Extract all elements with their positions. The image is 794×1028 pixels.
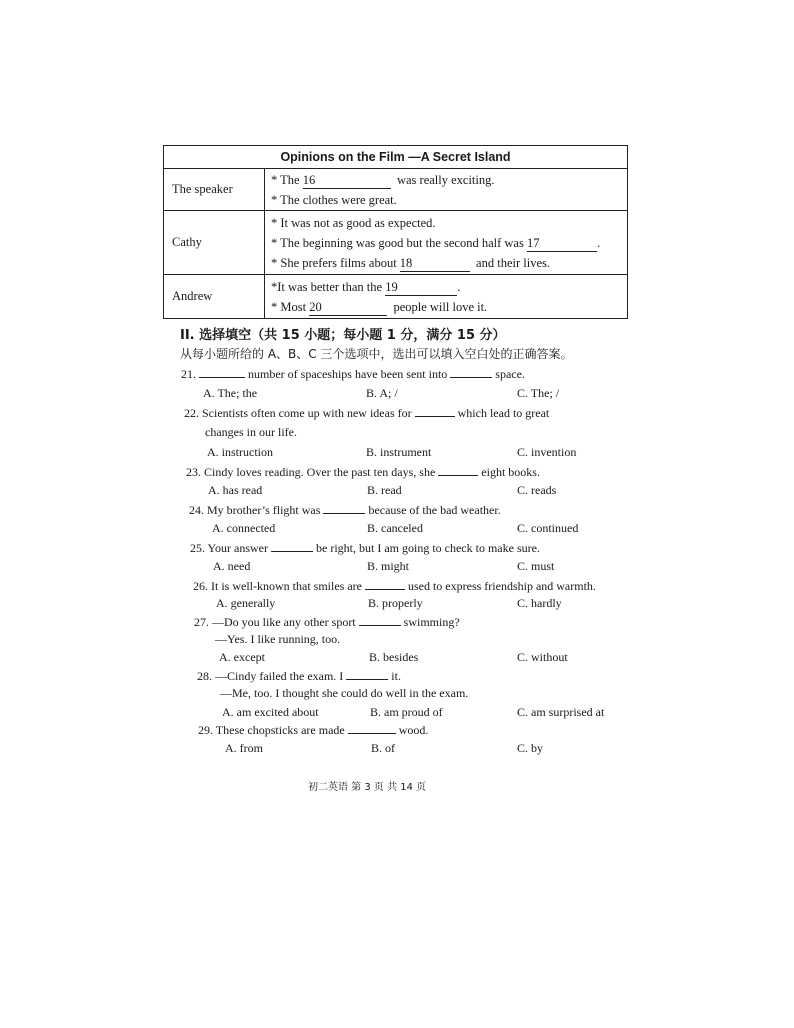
- option-c: C. invention: [517, 445, 577, 459]
- option-a: A. The; the: [203, 386, 258, 400]
- table-line: *It was better than the 19 .: [271, 279, 461, 294]
- option-c: C. by: [517, 741, 544, 755]
- option-b: B. canceled: [367, 521, 423, 535]
- row-name-speaker: The speaker: [164, 169, 265, 211]
- option-b: B. besides: [369, 650, 419, 664]
- option-a: A. from: [225, 741, 263, 755]
- option-a: A. need: [213, 559, 251, 573]
- blank-18: 18: [400, 256, 470, 272]
- option-b: B. am proud of: [370, 705, 443, 719]
- question-26: 26. It is well-known that smiles are used to express friendship and warmth.: [193, 579, 596, 593]
- option-b: B. might: [367, 559, 410, 573]
- table-title: Opinions on the Film —A Secret Island: [164, 146, 628, 169]
- option-b: B. A; /: [366, 386, 398, 400]
- answer-blank: [365, 578, 405, 590]
- row-lines-speaker: [265, 169, 628, 211]
- table-line: * The beginning was good but the second half was 17 .: [271, 235, 601, 250]
- option-a: A. instruction: [207, 445, 273, 459]
- table-line: * The clothes were great.: [271, 192, 397, 207]
- page-footer: 初二英语 第 3 页 共 14 页: [308, 782, 427, 793]
- question-29: 29. These chopsticks are made wood.: [198, 723, 429, 737]
- option-a: A. except: [219, 650, 265, 664]
- option-a: A. generally: [216, 596, 276, 610]
- question-22: 22. Scientists often come up with new ideas for which lead to great: [184, 406, 550, 420]
- row-name-cathy: Cathy: [164, 211, 265, 275]
- blank-19: 19: [385, 280, 457, 296]
- row-lines-cathy: [265, 211, 628, 275]
- answer-blank: [346, 668, 388, 680]
- question-28-reply: —Me, too. I thought she could do well in the exam.: [220, 686, 469, 700]
- option-b: B. read: [367, 483, 402, 497]
- answer-blank: [359, 614, 401, 626]
- table-line: * Most 20 people will love it.: [271, 299, 488, 314]
- answer-blank: [199, 366, 245, 378]
- option-b: B. properly: [368, 596, 423, 610]
- option-c: C. continued: [517, 521, 579, 535]
- option-c: C. am surprised at: [517, 705, 605, 719]
- option-a: A. has read: [208, 483, 263, 497]
- question-27-reply: —Yes. I like running, too.: [215, 632, 341, 646]
- blank-17: 17: [527, 236, 597, 252]
- row-lines-andrew: [265, 275, 628, 319]
- question-28: 28. —Cindy failed the exam. I it.: [197, 669, 401, 683]
- option-c: C. The; /: [517, 386, 560, 400]
- option-b: B. of: [371, 741, 395, 755]
- section-instruction: 从每小题所给的 A、B、C 三个选项中，选出可以填入空白处的正确答案。: [180, 347, 573, 361]
- question-24: 24. My brother’s flight was because of the bad weather.: [189, 503, 501, 517]
- question-21: 21. number of spaceships have been sent into space.: [181, 367, 525, 381]
- option-b: B. instrument: [366, 445, 432, 459]
- opinions-table: [163, 145, 628, 319]
- blank-16: 16: [303, 173, 391, 189]
- option-a: A. am excited about: [222, 705, 319, 719]
- row-name-andrew: Andrew: [164, 275, 265, 319]
- option-c: C. must: [517, 559, 555, 573]
- table-line: * She prefers films about 18 and their lives.: [271, 255, 550, 270]
- answer-blank: [450, 366, 492, 378]
- question-25: 25. Your answer be right, but I am going to check to make sure.: [190, 541, 540, 555]
- option-a: A. connected: [212, 521, 276, 535]
- answer-blank: [323, 502, 365, 514]
- answer-blank: [271, 540, 313, 552]
- option-c: C. reads: [517, 483, 557, 497]
- question-22-continued: changes in our life.: [205, 425, 297, 439]
- answer-blank: [348, 722, 396, 734]
- answer-blank: [438, 464, 478, 476]
- question-27: 27. —Do you like any other sport swimming?: [194, 615, 460, 629]
- table-line: * It was not as good as expected.: [271, 215, 436, 230]
- blank-20: 20: [309, 300, 387, 316]
- answer-blank: [415, 405, 455, 417]
- option-c: C. hardly: [517, 596, 562, 610]
- table-line: * The 16 was really exciting.: [271, 172, 495, 187]
- section-title: II. 选择填空（共 15 小题；每小题 1 分，满分 15 分）: [180, 328, 506, 343]
- option-c: C. without: [517, 650, 568, 664]
- question-23: 23. Cindy loves reading. Over the past ten days, she eight books.: [186, 465, 540, 479]
